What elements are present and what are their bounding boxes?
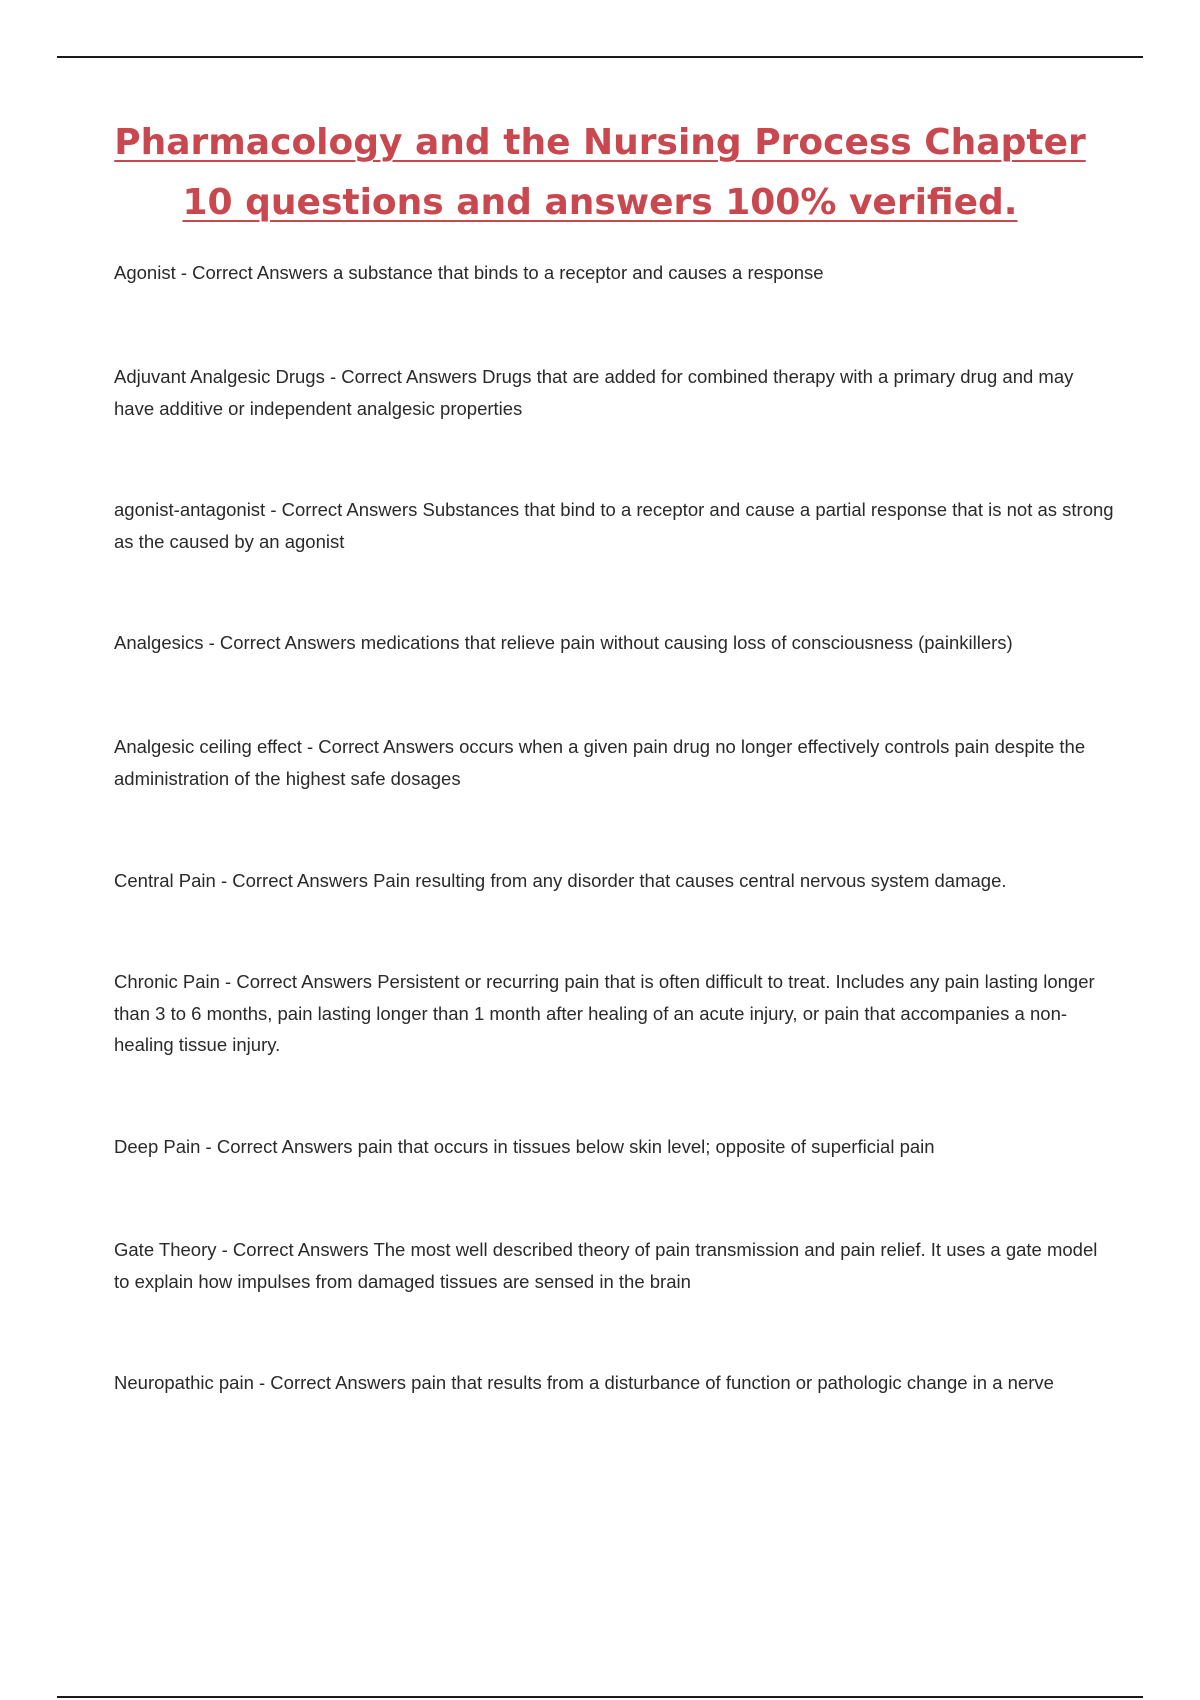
entry-adjuvant-analgesic-drugs: Adjuvant Analgesic Drugs - Correct Answers Drugs that are added for combined therapy with a primary drug and may have additive or independent analgesic properties (114, 366, 1074, 419)
entry-analgesics: Analgesics - Correct Answers medications that relieve pain without causing loss of consciousness (painkillers) (114, 632, 1013, 653)
entry-central-pain: Central Pain - Correct Answers Pain resulting from any disorder that causes central nervous system damage. (114, 870, 1007, 891)
entry-analgesic-ceiling-effect: Analgesic ceiling effect - Correct Answers occurs when a given pain drug no longer effectively controls pain despite the administration of the highest safe dosages (114, 736, 1086, 789)
entry-chronic-pain: Chronic Pain - Correct Answers Persistent or recurring pain that is often difficult to treat. Includes any pain lasting longer than 3 to 6 months, pain lasting longer than 1 month after healing of an acute injury, or pain that accompanies a non-healing tissue injury. (114, 971, 1095, 1055)
entry-gate-theory: Gate Theory - Correct Answers The most well described theory of pain transmission and pain relief. It uses a gate model to explain how impulses from damaged tissues are sensed in the brain (114, 1239, 1098, 1292)
document-title: Pharmacology and the Nursing Process Chapter 10 questions and answers 100% verified. (114, 122, 1086, 223)
top-divider (57, 56, 1143, 58)
entry-agonist-antagonist: agonist-antagonist - Correct Answers Substances that bind to a receptor and cause a partial response that is not as strong as the caused by an agonist (114, 499, 1114, 552)
entry-deep-pain: Deep Pain - Correct Answers pain that occurs in tissues below skin level; opposite of superficial pain (114, 1136, 935, 1157)
bottom-divider (57, 1696, 1143, 1698)
entry-neuropathic-pain: Neuropathic pain - Correct Answers pain that results from a disturbance of function or pathologic change in a nerve (114, 1372, 1054, 1393)
entry-agonist: Agonist - Correct Answers a substance that binds to a receptor and causes a response (114, 262, 824, 283)
